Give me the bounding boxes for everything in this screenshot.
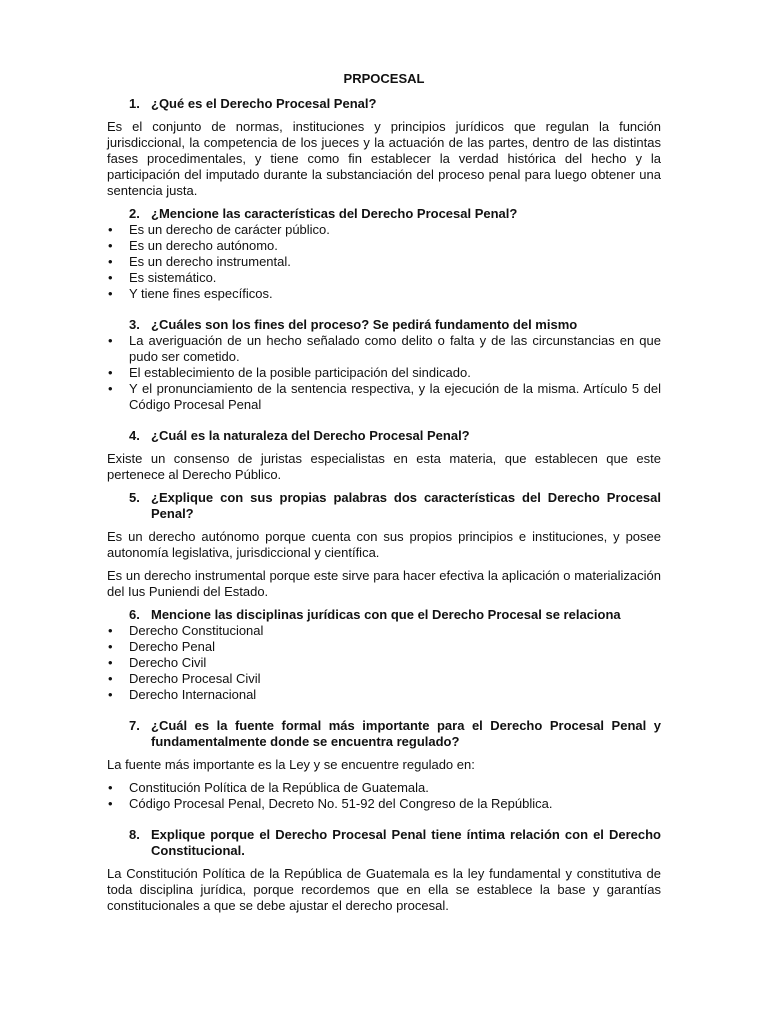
question-4 <box>107 428 661 444</box>
question-text: ¿Mencione las características del Derecho Procesal Penal? <box>151 206 518 221</box>
bullet-item: • Constitución Política de la República de Guatemala. <box>107 780 661 796</box>
answer-paragraph: Es un derecho instrumental porque este sirve para hacer efectiva la aplicación o materialización del Ius Puniendi del Estado. <box>107 568 661 599</box>
question-text: ¿Cuál es la fuente formal más importante para el Derecho Procesal Penal y fundamentalmente donde se encuentra regulado? <box>151 718 661 749</box>
question-number: 7. <box>129 718 140 733</box>
section-7 <box>107 718 661 812</box>
bullet-item: • Derecho Constitucional <box>107 623 661 639</box>
bullet-item: • Derecho Procesal Civil <box>107 671 661 687</box>
section-6 <box>107 607 661 703</box>
question-number: 1. <box>129 96 140 111</box>
section-3 <box>107 317 661 413</box>
answer-bullet-list <box>107 333 661 413</box>
bullet-item: • Y tiene fines específicos. <box>107 286 661 302</box>
question-7 <box>107 718 661 750</box>
answer-paragraph: Es el conjunto de normas, instituciones y principios jurídicos que regulan la función jurisdiccional, la competencia de los jueces y la actuación de las partes, dentro de las distintas fases procedimentales, y tiene como fin establecer la verdad histórica del hecho y la participación del imputado durante la substanciación del proceso penal para luego obtener una sentencia justa. <box>107 119 661 198</box>
answer-bullet-list <box>107 623 661 703</box>
bullet-item: • Es sistemático. <box>107 270 661 286</box>
question-text: ¿Cuáles son los fines del proceso? Se pedirá fundamento del mismo <box>151 317 578 332</box>
bullet-item: • Es un derecho instrumental. <box>107 254 661 270</box>
section-2 <box>107 206 661 302</box>
question-2 <box>107 206 661 222</box>
question-6 <box>107 607 661 623</box>
question-text: Mencione las disciplinas jurídicas con que el Derecho Procesal se relaciona <box>151 607 621 622</box>
question-number: 4. <box>129 428 140 443</box>
section-4 <box>107 428 661 483</box>
bullet-item: • Y el pronunciamiento de la sentencia respectiva, y la ejecución de la misma. Artículo 5 del Código Procesal Penal <box>107 381 661 413</box>
bullet-item: • Código Procesal Penal, Decreto No. 51-92 del Congreso de la República. <box>107 796 661 812</box>
question-text: Explique porque el Derecho Procesal Penal tiene íntima relación con el Derecho Constitucional. <box>151 827 661 858</box>
question-number: 6. <box>129 607 140 622</box>
answer-bullet-list <box>107 780 661 812</box>
document-title: PRPOCESAL <box>343 71 425 86</box>
section-1 <box>107 96 661 199</box>
question-1 <box>107 96 661 112</box>
bullet-item: • Es un derecho autónomo. <box>107 238 661 254</box>
bullet-item: • El establecimiento de la posible participación del sindicado. <box>107 365 661 381</box>
section-8 <box>107 827 661 914</box>
answer-paragraph: La Constitución Política de la República de Guatemala es la ley fundamental y constitutiva de toda disciplina jurídica, porque recordemos que en ella se establece la base y garantías constitucionales a que se debe ajustar el derecho procesal. <box>107 866 661 913</box>
question-3 <box>107 317 661 333</box>
bullet-item: • Derecho Internacional <box>107 687 661 703</box>
bullet-item: • La averiguación de un hecho señalado como delito o falta y de las circunstancias en que pudo ser cometido. <box>107 333 661 365</box>
question-number: 2. <box>129 206 140 221</box>
question-number: 8. <box>129 827 140 842</box>
question-text: ¿Cuál es la naturaleza del Derecho Procesal Penal? <box>151 428 470 443</box>
question-text: ¿Qué es el Derecho Procesal Penal? <box>151 96 377 111</box>
bullet-item: • Derecho Civil <box>107 655 661 671</box>
question-8 <box>107 827 661 859</box>
section-5 <box>107 490 661 600</box>
question-text: ¿Explique con sus propias palabras dos características del Derecho Procesal Penal? <box>151 490 661 521</box>
bullet-item: • Es un derecho de carácter público. <box>107 222 661 238</box>
question-number: 3. <box>129 317 140 332</box>
answer-intro: La fuente más importante es la Ley y se encuentre regulado en: <box>107 757 475 772</box>
question-number: 5. <box>129 490 140 505</box>
answer-paragraph: Existe un consenso de juristas especialistas en esta materia, que establecen que este pertenece al Derecho Público. <box>107 451 661 482</box>
answer-paragraph: Es un derecho autónomo porque cuenta con sus propios principios e instituciones, y posee autonomía legislativa, jurisdiccional y científica. <box>107 529 661 560</box>
answer-bullet-list <box>107 222 661 302</box>
question-5 <box>107 490 661 522</box>
bullet-item: • Derecho Penal <box>107 639 661 655</box>
